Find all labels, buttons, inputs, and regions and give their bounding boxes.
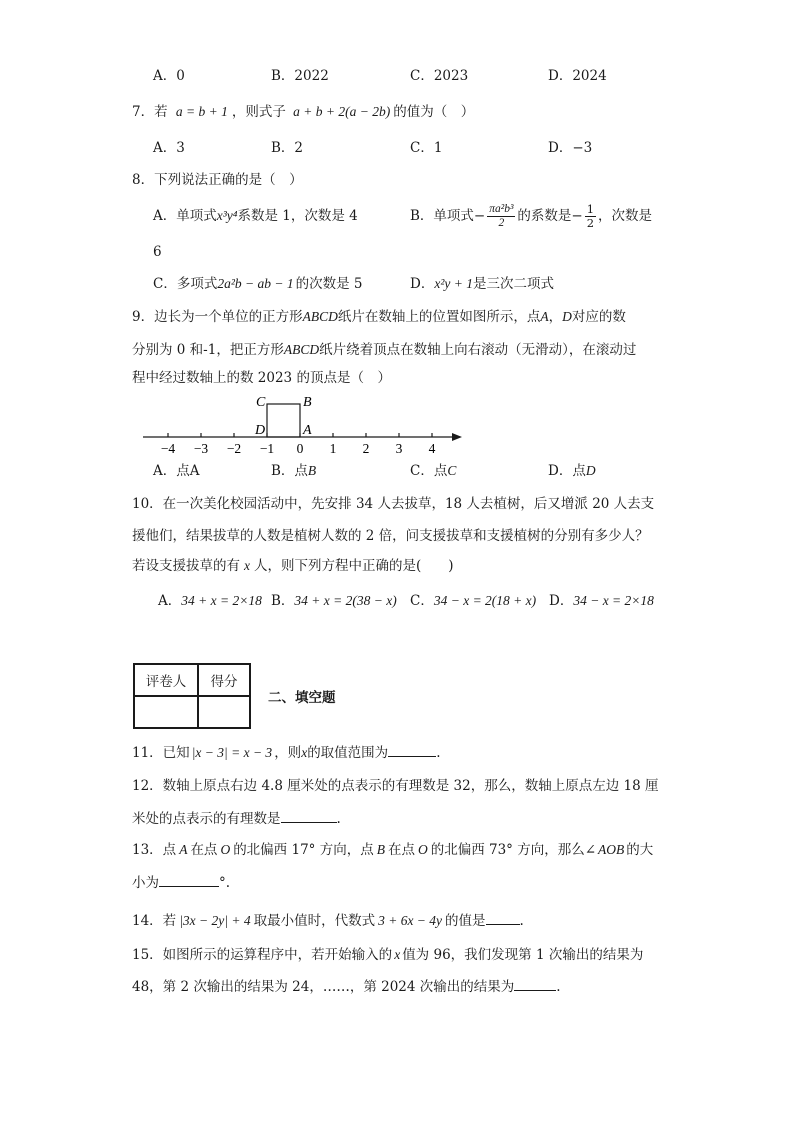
number-line-arrow	[452, 433, 462, 441]
q7-condition: a = b + 1	[175, 104, 228, 119]
q7-expression: a + b + 2(a − 2b)	[293, 104, 391, 119]
score-header: 得分	[198, 664, 250, 696]
q7-stem: 7．若 a = b + 1 ，则式子 a + b + 2(a − 2b) 的值为（ ）	[132, 104, 475, 120]
tick-label: −2	[226, 441, 242, 456]
q8-b-coefficient: $\frac{1}{2}$	[586, 202, 595, 230]
q10-option-a: A．34 + x = 2×18	[158, 593, 262, 609]
q8-option-a: A．单项式x³y⁴系数是 1，次数是 4	[153, 208, 358, 224]
tick-label: −3	[193, 441, 209, 456]
q7-option-a: A．3	[153, 140, 185, 156]
q9-line-3: 程中经过数轴上的数 2023 的顶点是（ ）	[132, 370, 391, 386]
q6-option-d: D．2024	[548, 68, 607, 84]
q15-answer-blank[interactable]	[514, 976, 556, 991]
tick-label: 0	[296, 441, 304, 456]
q9-option-a: A．点A	[153, 463, 200, 479]
q6-option-b: B．2022	[271, 68, 329, 84]
section-2-title: 二、填空题	[268, 690, 336, 706]
score-cell[interactable]	[198, 696, 250, 728]
q9-line-2: 分别为 0 和-1，把正方形ABCD纸片绕着顶点在数轴上向右滚动（无滑动），在滚动过	[132, 342, 637, 358]
square-abcd	[267, 404, 300, 437]
q10-line-1: 10．在一次美化校园活动中，先安排 34 人去拔草，18 人去植树，后又增派 20 人去支	[132, 496, 655, 512]
q11: 11．已知 |x − 3| = x − 3 ，则x的取值范围为 .	[132, 742, 440, 762]
q10-line-2: 援他们，结果拔草的人数是植树人数的 2 倍，问支援拔草和支援植树的分别有多少人？	[132, 528, 649, 544]
q8-stem: 8．下列说法正确的是（ ）	[132, 172, 303, 188]
q9-line-1: 9．边长为一个单位的正方形ABCD纸片在数轴上的位置如图所示，点A，D对应的数	[132, 309, 626, 325]
q6-option-a: A．0	[153, 68, 185, 84]
label-d: D	[255, 423, 266, 438]
q12-answer-blank[interactable]	[281, 808, 337, 823]
q10-line-3: 若设支援拔草的有 x 人，则下列方程中正确的是( )	[132, 558, 454, 574]
q10-option-c: C．34 − x = 2(18 + x)	[410, 593, 537, 609]
label-c: C	[256, 395, 266, 410]
q9-option-d: D．点D	[548, 463, 596, 479]
score-table	[133, 663, 251, 729]
q13-line-2: 小为 °.	[132, 872, 230, 892]
q13-answer-blank[interactable]	[159, 872, 219, 887]
q14: 14．若 |3x − 2y| + 4 取最小值时，代数式 3 + 6x − 4y 的值是 .	[132, 910, 524, 930]
q13-line-1: 13．点 A 在点 O 的北偏西 17° 方向，点 B 在点 O 的北偏西 73° 方向，那么∠ AOB 的大	[132, 842, 654, 858]
q7-option-b: B．2	[271, 140, 304, 156]
q10-option-b: B．34 + x = 2(38 − x)	[271, 593, 397, 609]
q8-option-b: B．单项式− $\frac{\text{πa²b³}}{2}$ 的系数是− $\frac{1}{2}$ ，次数是	[410, 202, 653, 230]
tick-label: 2	[362, 441, 370, 456]
q8-option-d: D．x²y + 1是三次二项式	[410, 276, 554, 292]
tick-label: −4	[160, 441, 176, 456]
label-b: B	[303, 395, 312, 410]
label-a: A	[303, 423, 312, 438]
q11-answer-blank[interactable]	[388, 742, 436, 757]
q8-option-c: C．多项式2a²b − ab − 1 的次数是 5	[153, 276, 363, 292]
q7-option-d: D．−3	[548, 140, 593, 156]
tick-label: 1	[329, 441, 337, 456]
q9-option-b: B．点B	[271, 463, 317, 479]
q15-line-2: 48，第 2 次输出的结果为 24，……，第 2024 次输出的结果为 .	[132, 976, 561, 996]
q10-option-d: D．34 − x = 2×18	[549, 593, 654, 609]
reviewer-cell[interactable]	[134, 696, 198, 728]
q12-line-2: 米处的点表示的有理数是 .	[132, 808, 341, 828]
tick-label: −1	[259, 441, 275, 456]
q6-option-c: C．2023	[410, 68, 469, 84]
q14-answer-blank[interactable]	[486, 910, 520, 925]
q8-b-fraction: $\frac{\text{πa²b³}}{2}$	[489, 203, 514, 229]
tick-label: 3	[395, 441, 403, 456]
q12-line-1: 12．数轴上原点右边 4.8 厘米处的点表示的有理数是 32，那么，数轴上原点左边 18 厘	[132, 778, 659, 794]
reviewer-header: 评卷人	[134, 664, 198, 696]
q15-line-1: 15．如图所示的运算程序中，若开始输入的 x 值为 96，我们发现第 1 次输出的结果为	[132, 947, 644, 963]
q8-option-b-wrap: 6	[153, 244, 162, 260]
q9-option-c: C．点C	[410, 463, 457, 479]
tick-label: 4	[428, 441, 436, 456]
q7-option-c: C．1	[410, 140, 443, 156]
